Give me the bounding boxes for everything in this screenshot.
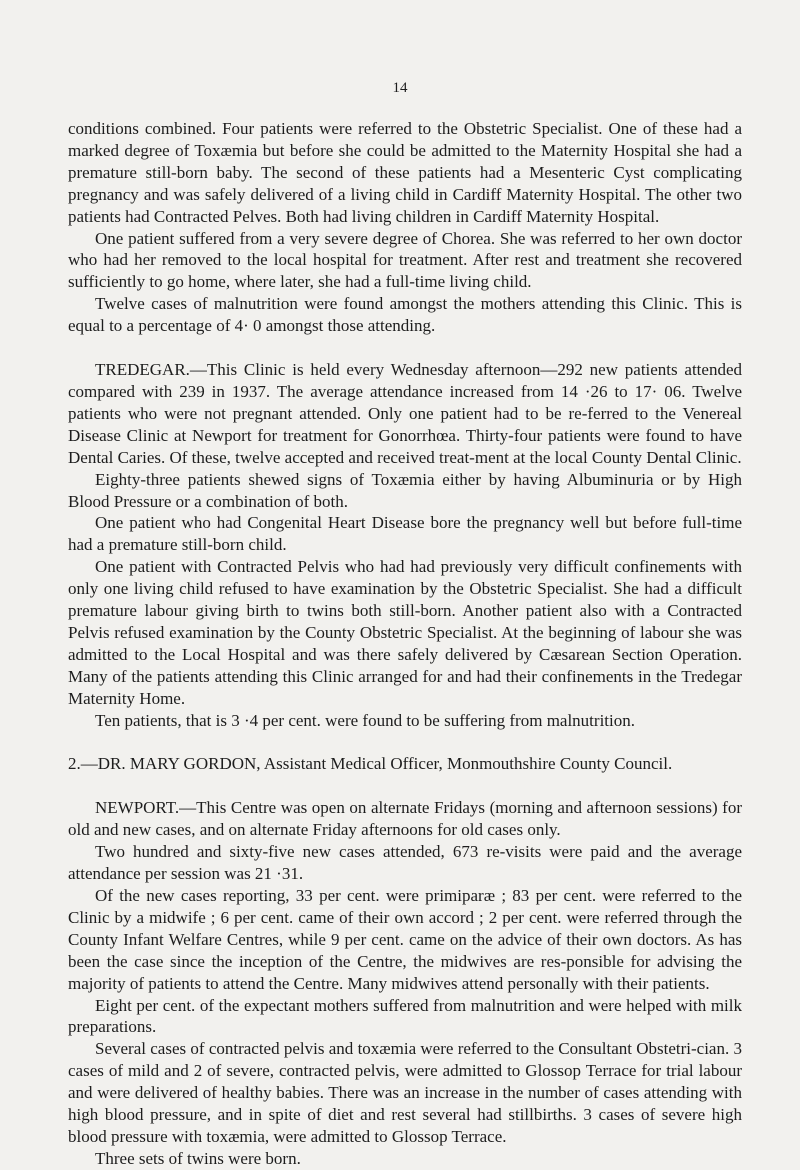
paragraph: Three sets of twins were born.	[95, 1148, 301, 1168]
paragraph: Eighty-three patients shewed signs of Toxæmia either by having Albuminuria or by High Blood Pressure or a combination of both.	[68, 469, 742, 511]
paragraph: Two hundred and sixty-five new cases attended, 673 re-visits were paid and the average attendance per session was 21 ·31.	[68, 842, 742, 884]
paragraph: Twelve cases of malnutrition were found amongst the mothers attending this Clinic. This is equal to a percentage of 4· 0 amongst those attending.	[68, 294, 742, 336]
section-heading: 2.—DR. MARY GORDON, Assistant Medical Officer, Monmouthshire County Council.	[68, 754, 673, 774]
paragraph: Eight per cent. of the expectant mothers suffered from malnutrition and were helped with milk preparations.	[68, 995, 742, 1037]
paragraph: One patient with Contracted Pelvis who had had previously very difficult confinements with only one living child refused to have examination by the Obstetric Specialist. She had a difficult premature labour giving birth to twins both still-born. Another patient also with a Contracted Pelvis refused examination by the County Obstetric Specialist. At the beginning of labour she was admitted to the Local Hospital and was there safely delivered by Cæsarean Section Operation. Many of the patients attending this Clinic arranged for and had their confinements in the Tredegar Maternity Home.	[68, 557, 742, 708]
tredegar-paragraph: TREDEGAR.—This Clinic is held every Wednesday afternoon—292 new patients attended compared with 239 in 1937. The average attendance increased from 14 ·26 to 17· 06. Twelve patients who were not pregnant attended. Only one patient had to be re-ferred to the Venereal Disease Clinic at Newport for treatment for Gonorrhœa. Thirty-four patients were found to have Dental Caries. Of these, twelve accepted and received treat-ment at the local County Dental Clinic.	[68, 360, 742, 467]
paragraph: One patient who had Congenital Heart Disease bore the pregnancy well but before full-time had a premature still-born child.	[68, 513, 742, 555]
paragraph: Ten patients, that is 3 ·4 per cent. were found to be suffering from malnutrition.	[95, 710, 635, 730]
newport-paragraph: NEWPORT.—This Centre was open on alternate Fridays (morning and afternoon sessions) for old and new cases, and on alternate Friday afternoons for old cases only.	[68, 798, 742, 840]
paragraph: One patient suffered from a very severe degree of Chorea. She was referred to her own doctor who had her removed to the local hospital for treatment. After rest and treatment she recovered sufficiently to go home, where later, she had a full-time living child.	[68, 228, 742, 292]
paragraph: Several cases of contracted pelvis and toxæmia were referred to the Consultant Obstetri-cian. 3 cases of mild and 2 of severe, contracted pelvis, were admitted to Glossop Terrace for trial labour and were delivered of healthy babies. There was an increase in the number of cases attending with high blood pressure, and in spite of diet and rest several had stillbirths. 3 cases of severe high blood pressure with toxæmia, were admitted to Glossop Terrace.	[68, 1039, 742, 1146]
page-number: 14	[392, 80, 408, 96]
paragraph: conditions combined. Four patients were referred to the Obstetric Specialist. One of these had a marked degree of Toxæmia but before she could be admitted to the Maternity Hospital she had a premature still-born baby. The second of these patients had a Mesenteric Cyst complicating pregnancy and was safely delivered of a living child in Cardiff Maternity Hospital. The other two patients had Contracted Pelves. Both had living children in Cardiff Maternity Hospital.	[68, 119, 742, 226]
body-text	[68, 118, 742, 1170]
paragraph: Of the new cases reporting, 33 per cent. were primiparæ ; 83 per cent. were referred to the Clinic by a midwife ; 6 per cent. came of their own accord ; 2 per cent. were referred through the County Infant Welfare Centres, while 9 per cent. came on the advice of their own doctors. As has been the case since the inception of the Centre, the midwives are res-ponsible for advising the majority of patients to attend the Centre. Many midwives attend personally with their patients.	[68, 886, 742, 993]
